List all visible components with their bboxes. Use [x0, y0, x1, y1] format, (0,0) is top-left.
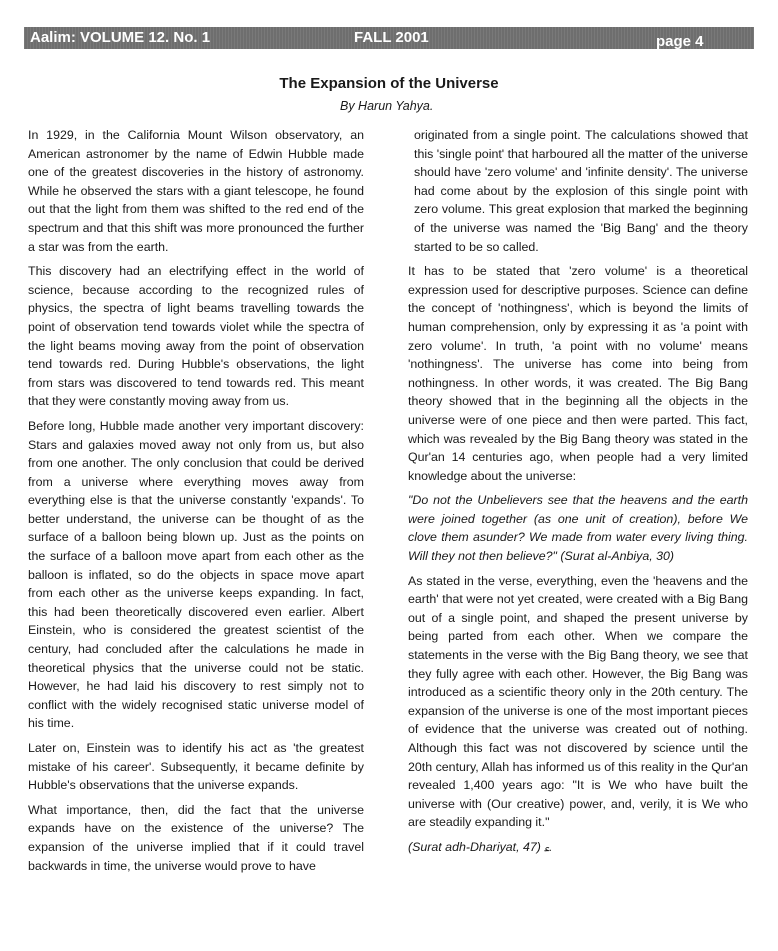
quran-verse-quote: "Do not the Unbelievers see that the heavens and the earth were joined together (as one unit of creation), before We clove them asunder? We made from water every living thing. Will they not then believe?" (Surat al-Anbiya, 30) — [408, 493, 748, 564]
paragraph: This discovery had an electrifying effect in the world of science, because according to the recognized rules of physics, the spectra of light beams travelling towards the point of observation tend towards violet while the spectra of the light beams moving away from the point of observation tend towards red. During Hubble's observations, the light from stars was discovered to tend towards red. This meant that they were constantly moving away from us. — [28, 264, 364, 409]
publication-volume: Aalim: VOLUME 12. No. 1 — [30, 29, 211, 46]
right-column — [408, 126, 748, 863]
paragraph: What importance, then, did the fact that the universe expands have on the existence of the universe? The expansion of the universe implied that if it could travel backwards in time, the universe would prove to have — [28, 802, 364, 873]
verse-source-citation: (Surat adh-Dhariyat, 47) ࢃ. — [408, 839, 553, 854]
header-bar — [24, 27, 754, 49]
article-byline: By Harun Yahya. — [340, 99, 434, 113]
paragraph: It has to be stated that 'zero volume' is a theoretical expression used for descriptive purposes. Science can define the concept of 'nothingness', which is beyond the limits of human comprehension, only by expressing it as 'a point with zero volume'. In truth, 'a point with no volume' means 'nothingness'. The universe has come into being from nothingness. In other words, it was created. The Big Bang theory showed that in the beginning all the objects in the universe were of one piece and then were parted. This fact, which was revealed by the Big Bang theory was stated in the Qur'an 14 centuries ago, when people had a very limited knowledge about the universe: — [408, 264, 748, 483]
paragraph: Before long, Hubble made another very important discovery: Stars and galaxies moved away not only from us, but also from one another. The only conclusion that could be derived from a universe where everything moves away from everything else is that the universe constantly 'expands'. To better understand, the universe can be thought of as the surface of a balloon being blown up. Just as the points on the surface of a balloon move apart from each other as the balloon is inflated, so do the objects in space move apart from each other as the universe keeps expanding. In fact, this had been theoretically discovered even earlier. Albert Einstein, who is considered the greatest scientist of the century, had concluded after the calculations he made in theoretical physics that the universe could not be static. However, he had laid his discovery to rest simply not to conflict with the widely recognised static universe model of his time. — [28, 418, 364, 731]
paragraph: In 1929, in the California Mount Wilson observatory, an American astronomer by the name of Edwin Hubble made one of the greatest discoveries in the history of astronomy. While he observed the stars with a giant telescope, he found out that the light from them was shifted to the red end of the spectrum and that this shift was more pronounced the further a star was from the earth. — [28, 128, 364, 254]
page-number: page 4 — [656, 33, 704, 50]
paragraph: originated from a single point. The calculations showed that this 'single point' that harboured all the matter of the universe should have 'zero volume' and 'infinite density'. The universe had come about by the explosion of this single point with zero volume. This great explosion that marked the beginning of the universe was named the 'Big Bang' and the theory started to be so called. — [414, 128, 748, 254]
left-column — [28, 126, 364, 881]
issue-season: FALL 2001 — [354, 29, 429, 46]
article-title: The Expansion of the Universe — [279, 75, 499, 92]
paragraph: Later on, Einstein was to identify his act as 'the greatest mistake of his career'. Subsequently, it became definite by Hubble's observations that the universe expands. — [28, 741, 364, 793]
paragraph: As stated in the verse, everything, even the 'heavens and the earth' that were not yet created, were created with a Big Bang out of a single point, and shaped the present universe by being parted from each other. When we compare the statements in the verse with the Big Bang theory, we see that they fully agree with each other. However, the Big Bang was introduced as a scientific theory only in the 20th century. The expansion of the universe is one of the most important pieces of evidence that the universe was created out of nothing. Although this fact was not discovered by science until the 20th century, Allah has informed us of this reality in the Qur'an revealed 1,400 years ago: "It is We who have built the universe with (Our creative) power, and, verily, it is We who are steadily expanding it." — [408, 573, 748, 830]
